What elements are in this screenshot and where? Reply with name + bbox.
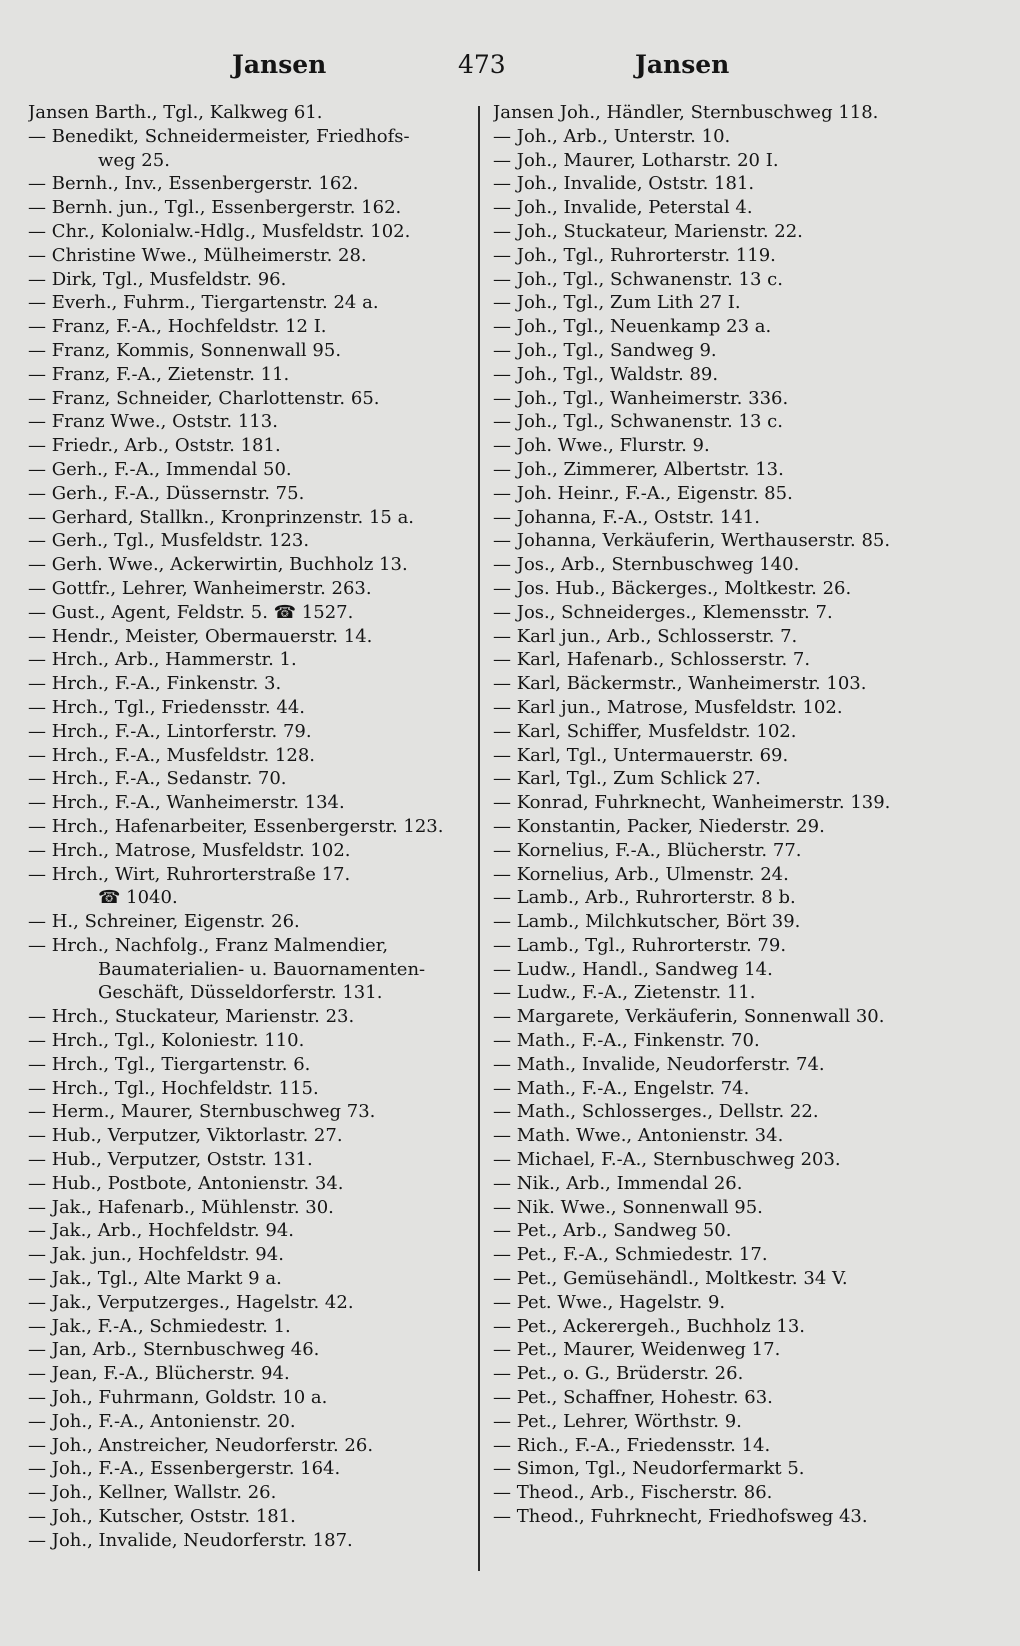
directory-entry-line: — Hrch., Hafenarbeiter, Essenbergerstr. 123.: [28, 815, 444, 837]
directory-entry-line: — Karl jun., Arb., Schlosserstr. 7.: [493, 625, 798, 647]
directory-entry-line: — Jan, Arb., Sternbuschweg 46.: [28, 1339, 320, 1361]
directory-entry-line: — Gerh., F.-A., Düssernstr. 75.: [28, 482, 305, 504]
directory-entry-line: — Hub., Verputzer, Oststr. 131.: [28, 1149, 313, 1171]
directory-entry-line: — Benedikt, Schneidermeister, Friedhofs-: [28, 125, 410, 147]
directory-entry-line: — Pet., Schaffner, Hohestr. 63.: [493, 1387, 773, 1409]
directory-entry-line: — Lamb., Arb., Ruhrorterstr. 8 b.: [493, 887, 796, 909]
directory-entry-line: — Karl, Tgl., Zum Schlick 27.: [493, 768, 761, 790]
page-number: 473: [458, 50, 506, 79]
directory-entry-line: — Joh. Wwe., Flurstr. 9.: [493, 435, 710, 457]
directory-entry-line: — Franz, Kommis, Sonnenwall 95.: [28, 339, 342, 361]
directory-entry-line: — Johanna, F.-A., Oststr. 141.: [493, 506, 760, 528]
directory-entry-line: — Joh., Kutscher, Oststr. 181.: [28, 1506, 296, 1528]
directory-entry-line: — Theod., Fuhrknecht, Friedhofsweg 43.: [493, 1506, 868, 1528]
directory-entry-line: — Margarete, Verkäuferin, Sonnenwall 30.: [493, 1006, 885, 1028]
directory-entry-line: — Joh., Zimmerer, Albertstr. 13.: [493, 458, 784, 480]
directory-entry-line: — Joh., Invalide, Neudorferstr. 187.: [28, 1529, 353, 1551]
directory-entry-line: — Joh., Invalide, Peterstal 4.: [493, 197, 753, 219]
directory-entry-line: — Joh., F.-A., Essenbergerstr. 164.: [28, 1458, 341, 1480]
directory-entry-line: — Karl, Bäckermstr., Wanheimerstr. 103.: [493, 673, 867, 695]
directory-entry-line: — Simon, Tgl., Neudorfermarkt 5.: [493, 1458, 805, 1480]
directory-entry-line: Baumaterialien- u. Bauornamenten-: [98, 958, 426, 980]
left-column: [28, 101, 470, 1553]
directory-entry-line: — Nik., Arb., Immendal 26.: [493, 1172, 743, 1194]
directory-entry-line: Jansen Barth., Tgl., Kalkweg 61.: [28, 102, 323, 123]
directory-entry-line: — Nik. Wwe., Sonnenwall 95.: [493, 1196, 763, 1218]
directory-entry-line: — Bernh. jun., Tgl., Essenbergerstr. 162.: [28, 197, 402, 219]
directory-entry-line: — Franz, Schneider, Charlottenstr. 65.: [28, 387, 380, 409]
directory-entry-line: — Theod., Arb., Fischerstr. 86.: [493, 1482, 773, 1504]
directory-entry-line: — Joh., Tgl., Schwanenstr. 13 c.: [493, 268, 783, 290]
directory-entry-line: — Kornelius, Arb., Ulmenstr. 24.: [493, 863, 789, 885]
directory-entry-line: — Hrch., F.-A., Wanheimerstr. 134.: [28, 792, 345, 814]
directory-entry-line: Geschäft, Düsseldorferstr. 131.: [98, 982, 383, 1004]
directory-entry-line: — Pet., Arb., Sandweg 50.: [493, 1220, 732, 1242]
directory-entry-line: — Karl jun., Matrose, Musfeldstr. 102.: [493, 696, 843, 718]
directory-entry-line: — Jos., Schneiderges., Klemensstr. 7.: [493, 601, 833, 623]
directory-entry-line: — Karl, Hafenarb., Schlosserstr. 7.: [493, 649, 811, 671]
directory-entry-line: — Joh., Kellner, Wallstr. 26.: [28, 1482, 277, 1504]
directory-entry-line: — Hrch., Tgl., Tiergartenstr. 6.: [28, 1053, 311, 1075]
directory-entry-line: — Karl, Tgl., Untermauerstr. 69.: [493, 744, 789, 766]
directory-entry-line: — Math., Schlosserges., Dellstr. 22.: [493, 1101, 819, 1123]
directory-entry-line: — Hrch., F.-A., Musfeldstr. 128.: [28, 744, 315, 766]
directory-entry-line: — Jak., Verputzerges., Hagelstr. 42.: [28, 1291, 354, 1313]
directory-entry-line: — Pet., Ackerergeh., Buchholz 13.: [493, 1315, 806, 1337]
directory-entry-line: — Jak., F.-A., Schmiedestr. 1.: [28, 1315, 291, 1337]
directory-entry-line: — Gust., Agent, Feldstr. 5. ☎ 1527.: [28, 601, 354, 623]
directory-entry-line: — Hrch., Matrose, Musfeldstr. 102.: [28, 839, 351, 861]
column-divider: [478, 106, 480, 1571]
directory-entry-line: — Pet. Wwe., Hagelstr. 9.: [493, 1291, 726, 1313]
directory-entry-line: — Hrch., Wirt, Ruhrorterstraße 17.: [28, 863, 351, 885]
directory-entry-line: — Joh., Fuhrmann, Goldstr. 10 a.: [28, 1387, 328, 1409]
directory-entry-line: weg 25.: [98, 149, 170, 171]
directory-entry-line: — Hrch., Arb., Hammerstr. 1.: [28, 649, 297, 671]
directory-entry-line: — Math., F.-A., Engelstr. 74.: [493, 1077, 750, 1099]
directory-entry-line: — Math. Wwe., Antonienstr. 34.: [493, 1125, 784, 1147]
directory-entry-line: — Gerh. Wwe., Ackerwirtin, Buchholz 13.: [28, 554, 408, 576]
directory-entry-line: — Hrch., Nachfolg., Franz Malmendier,: [28, 934, 389, 956]
directory-entry-line: — Dirk, Tgl., Musfeldstr. 96.: [28, 268, 287, 290]
directory-entry-line: — Hrch., F.-A., Lintorferstr. 79.: [28, 720, 312, 742]
directory-entry-line: — Jak., Arb., Hochfeldstr. 94.: [28, 1220, 295, 1242]
right-column: [493, 101, 933, 1529]
directory-entry-line: — Hrch., F.-A., Finkenstr. 3.: [28, 673, 282, 695]
running-head-left: Jansen: [232, 50, 327, 79]
directory-entry-line: — Friedr., Arb., Oststr. 181.: [28, 435, 281, 457]
directory-entry-line: — Herm., Maurer, Sternbuschweg 73.: [28, 1101, 376, 1123]
directory-entry-line: — Gerh., F.-A., Immendal 50.: [28, 458, 292, 480]
directory-entry-line: — Ludw., F.-A., Zietenstr. 11.: [493, 982, 756, 1004]
directory-entry-line: — Jos. Hub., Bäckerges., Moltkestr. 26.: [493, 577, 852, 599]
directory-entry-line: — Michael, F.-A., Sternbuschweg 203.: [493, 1149, 841, 1171]
directory-entry-line: Jansen Joh., Händler, Sternbuschweg 118.: [493, 102, 879, 123]
directory-entry-line: — Math., F.-A., Finkenstr. 70.: [493, 1030, 760, 1052]
directory-entry-line: — Joh., Tgl., Neuenkamp 23 a.: [493, 316, 772, 338]
running-head-right: Jansen: [635, 50, 730, 79]
directory-entry-line: — Pet., Maurer, Weidenweg 17.: [493, 1339, 781, 1361]
directory-entry-line: — Franz Wwe., Oststr. 113.: [28, 411, 278, 433]
directory-entry-line: — Joh. Heinr., F.-A., Eigenstr. 85.: [493, 482, 793, 504]
directory-entry-line: — Pet., Gemüsehändl., Moltkestr. 34 V.: [493, 1268, 848, 1290]
directory-entry-line: — Gerhard, Stallkn., Kronprinzenstr. 15 a.: [28, 506, 415, 528]
directory-entry-line: — Joh., Stuckateur, Marienstr. 22.: [493, 220, 803, 242]
directory-entry-line: — Joh., Maurer, Lotharstr. 20 I.: [493, 149, 779, 171]
directory-entry-line: — Hrch., Tgl., Friedensstr. 44.: [28, 696, 305, 718]
directory-entry-line: — Joh., Tgl., Schwanenstr. 13 c.: [493, 411, 783, 433]
directory-entry-line: — Konrad, Fuhrknecht, Wanheimerstr. 139.: [493, 792, 891, 814]
directory-entry-line: — Konstantin, Packer, Niederstr. 29.: [493, 815, 825, 837]
directory-entry-line: — Joh., F.-A., Antonienstr. 20.: [28, 1410, 296, 1432]
directory-entry-line: — Franz, F.-A., Hochfeldstr. 12 I.: [28, 316, 327, 338]
directory-entry-line: — Joh., Tgl., Waldstr. 89.: [493, 363, 719, 385]
directory-entry-line: — Hub., Postbote, Antonienstr. 34.: [28, 1172, 344, 1194]
directory-entry-line: — Joh., Tgl., Sandweg 9.: [493, 339, 717, 361]
directory-entry-line: — Everh., Fuhrm., Tiergartenstr. 24 a.: [28, 292, 379, 314]
directory-entry-line: — Hrch., F.-A., Sedanstr. 70.: [28, 768, 287, 790]
directory-entry-line: — Jean, F.-A., Blücherstr. 94.: [28, 1363, 290, 1385]
directory-entry-line: — Gottfr., Lehrer, Wanheimerstr. 263.: [28, 577, 372, 599]
directory-entry-line: — H., Schreiner, Eigenstr. 26.: [28, 911, 300, 933]
directory-entry-line: — Jak. jun., Hochfeldstr. 94.: [28, 1244, 284, 1266]
directory-entry-line: — Hub., Verputzer, Viktorlastr. 27.: [28, 1125, 343, 1147]
directory-entry-line: — Pet., F.-A., Schmiedestr. 17.: [493, 1244, 768, 1266]
directory-entry-line: — Hrch., Stuckateur, Marienstr. 23.: [28, 1006, 355, 1028]
directory-entry-line: — Johanna, Verkäuferin, Werthauserstr. 85.: [493, 530, 891, 552]
directory-entry-line: — Pet., o. G., Brüderstr. 26.: [493, 1363, 744, 1385]
directory-entry-line: — Hendr., Meister, Obermauerstr. 14.: [28, 625, 373, 647]
directory-entry-line: — Hrch., Tgl., Koloniestr. 110.: [28, 1030, 305, 1052]
directory-entry-line: — Kornelius, F.-A., Blücherstr. 77.: [493, 839, 802, 861]
directory-entry-line: — Rich., F.-A., Friedensstr. 14.: [493, 1434, 771, 1456]
directory-entry-line: — Joh., Invalide, Oststr. 181.: [493, 173, 755, 195]
directory-entry-line: — Joh., Tgl., Wanheimerstr. 336.: [493, 387, 789, 409]
directory-entry-line: — Chr., Kolonialw.-Hdlg., Musfeldstr. 102.: [28, 220, 411, 242]
directory-entry-line: — Joh., Tgl., Zum Lith 27 I.: [493, 292, 741, 314]
directory-entry-line: — Lamb., Tgl., Ruhrorterstr. 79.: [493, 934, 787, 956]
directory-entry-line: — Christine Wwe., Mülheimerstr. 28.: [28, 244, 367, 266]
directory-entry-line: — Hrch., Tgl., Hochfeldstr. 115.: [28, 1077, 319, 1099]
directory-entry-line: — Karl, Schiffer, Musfeldstr. 102.: [493, 720, 797, 742]
directory-entry-line: — Ludw., Handl., Sandweg 14.: [493, 958, 773, 980]
directory-entry-line: — Jak., Hafenarb., Mühlenstr. 30.: [28, 1196, 334, 1218]
directory-entry-line: — Lamb., Milchkutscher, Bört 39.: [493, 911, 801, 933]
directory-entry-line: — Bernh., Inv., Essenbergerstr. 162.: [28, 173, 359, 195]
directory-entry-line: — Joh., Anstreicher, Neudorferstr. 26.: [28, 1434, 374, 1456]
directory-entry-line: — Joh., Arb., Unterstr. 10.: [493, 125, 731, 147]
directory-entry-line: ☎ 1040.: [98, 887, 178, 909]
directory-entry-line: — Jak., Tgl., Alte Markt 9 a.: [28, 1268, 282, 1290]
directory-entry-line: — Math., Invalide, Neudorferstr. 74.: [493, 1053, 825, 1075]
directory-entry-line: — Jos., Arb., Sternbuschweg 140.: [493, 554, 800, 576]
directory-entry-line: — Pet., Lehrer, Wörthstr. 9.: [493, 1410, 742, 1432]
directory-entry-line: — Gerh., Tgl., Musfeldstr. 123.: [28, 530, 310, 552]
directory-entry-line: — Joh., Tgl., Ruhrorterstr. 119.: [493, 244, 776, 266]
directory-entry-line: — Franz, F.-A., Zietenstr. 11.: [28, 363, 290, 385]
